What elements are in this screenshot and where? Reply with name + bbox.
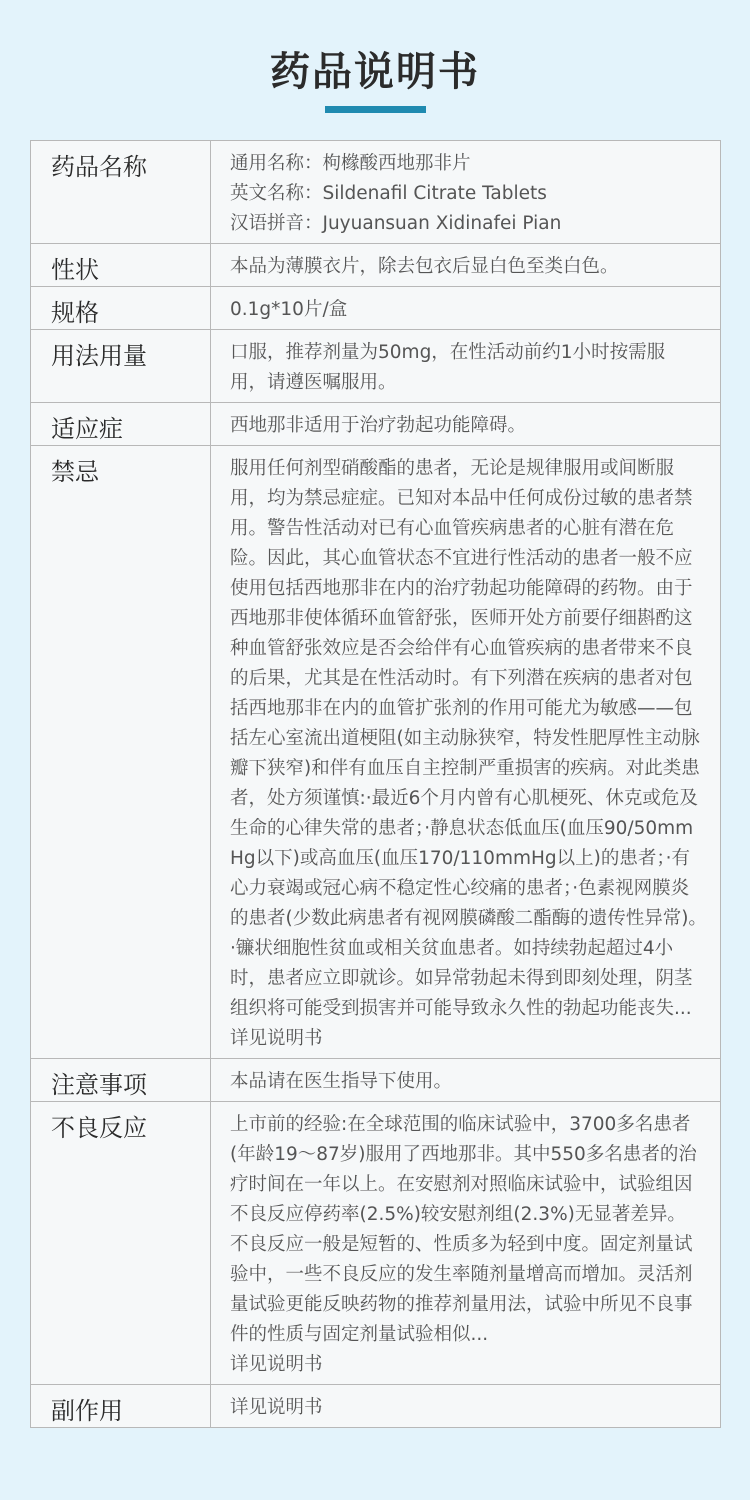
value-text: 口服，推荐剂量为50mg，在性活动前约1小时按需服用，请遵医嘱服用。 — [230, 342, 666, 393]
row-label: 性状 — [31, 244, 211, 287]
row-label: 药品名称 — [31, 141, 211, 244]
see-manual-text: 详见说明书 — [230, 1397, 323, 1418]
see-manual-text: 详见说明书 — [230, 1354, 323, 1375]
row-contraindications — [31, 446, 721, 1059]
see-manual-text: 详见说明书 — [230, 1028, 323, 1049]
row-label: 用法用量 — [31, 330, 211, 403]
english-name-text: 英文名称：Sildenafil Citrate Tablets — [230, 183, 547, 204]
row-label: 不良反应 — [31, 1102, 211, 1385]
row-value — [211, 1102, 721, 1385]
row-precautions — [31, 1059, 721, 1102]
row-label: 规格 — [31, 287, 211, 330]
row-label: 注意事项 — [31, 1059, 211, 1102]
row-value — [211, 446, 721, 1059]
row-value — [211, 141, 721, 244]
value-text: 服用任何剂型硝酸酯的患者，无论是规律服用或间断服用，均为禁忌症症。已知对本品中任何成份过敏的患者禁用。警告性活动对已有心血管疾病患者的心脏有潜在危险。因此，其心血管状态不宜进行性活动的患者一般不应使用包括西地那非在内的治疗勃起功能障碍的药物。由于西地那非使体循环血管舒张，医师开处方前要仔细斟酌这种血管舒张效应是否会给伴有心血管疾病的患者带来不良的后果，尤其是在性活动时。有下列潜在疾病的患者对包括西地那非在内的血管扩张剂的作用可能尤为敏感——包括左心室流出道梗阻(如主动脉狭窄，特发性肥厚性主动脉瓣下狭窄)和伴有血压自主控制严重损害的疾病。对此类患者，处方须谨慎:·最近6个月内曾有心肌梗死、休克或危及生命的心律失常的患者；·静息状态低血压(血压90/50mmHg以下)或高血压(血压170/110mmHg以上)的患者；·有心力衰竭或冠心病不稳定性心绞痛的患者；·色素视网膜炎的患者(少数此病患者有视网膜磷酸二酯酶的遗传性异常)。·镰状细胞性贫血或相关贫血患者。如持续勃起超过4小时，患者应立即就诊。如异常勃起未得到即刻处理，阴茎组织将可能受到损害并可能导致永久性的勃起功能丧失... — [230, 458, 700, 1019]
row-value — [211, 244, 721, 287]
row-specification — [31, 287, 721, 330]
row-side-effects — [31, 1385, 721, 1428]
value-text: 上市前的经验:在全球范围的临床试验中，3700多名患者(年龄19～87岁)服用了西地那非。其中550多名患者的治疗时间在一年以上。在安慰剂对照临床试验中，试验组因不良反应停药率(2.5%)较安慰剂组(2.3%)无显著差异。不良反应一般是短暂的、性质多为轻到中度。固定剂量试验中，一些不良反应的发生率随剂量增高而增加。灵活剂量试验更能反映药物的推荐剂量用法，试验中所见不良事件的性质与固定剂量试验相似... — [230, 1114, 697, 1345]
row-dosage — [31, 330, 721, 403]
row-indications — [31, 403, 721, 446]
row-label: 副作用 — [31, 1385, 211, 1428]
row-value — [211, 1385, 721, 1428]
row-label: 禁忌 — [31, 446, 211, 1059]
row-drug-name — [31, 141, 721, 244]
row-label: 适应症 — [31, 403, 211, 446]
row-value — [211, 330, 721, 403]
pinyin-name-text: 汉语拼音：Juyuansuan Xidinafei Pian — [230, 213, 562, 234]
row-adverse-reactions — [31, 1102, 721, 1385]
drug-info-table — [30, 140, 721, 1428]
value-text: 本品请在医生指导下使用。 — [230, 1071, 453, 1092]
title-underline — [325, 106, 426, 113]
row-value — [211, 1059, 721, 1102]
row-value — [211, 403, 721, 446]
generic-name-text: 通用名称：枸橼酸西地那非片 — [230, 153, 471, 174]
page-title: 药品说明书 — [270, 49, 480, 95]
row-value — [211, 287, 721, 330]
value-text: 西地那非适用于治疗勃起功能障碍。 — [230, 415, 527, 436]
value-text: 0.1g*10片/盒 — [230, 299, 348, 320]
row-appearance — [31, 244, 721, 287]
value-text: 本品为薄膜衣片，除去包衣后显白色至类白色。 — [230, 256, 619, 277]
